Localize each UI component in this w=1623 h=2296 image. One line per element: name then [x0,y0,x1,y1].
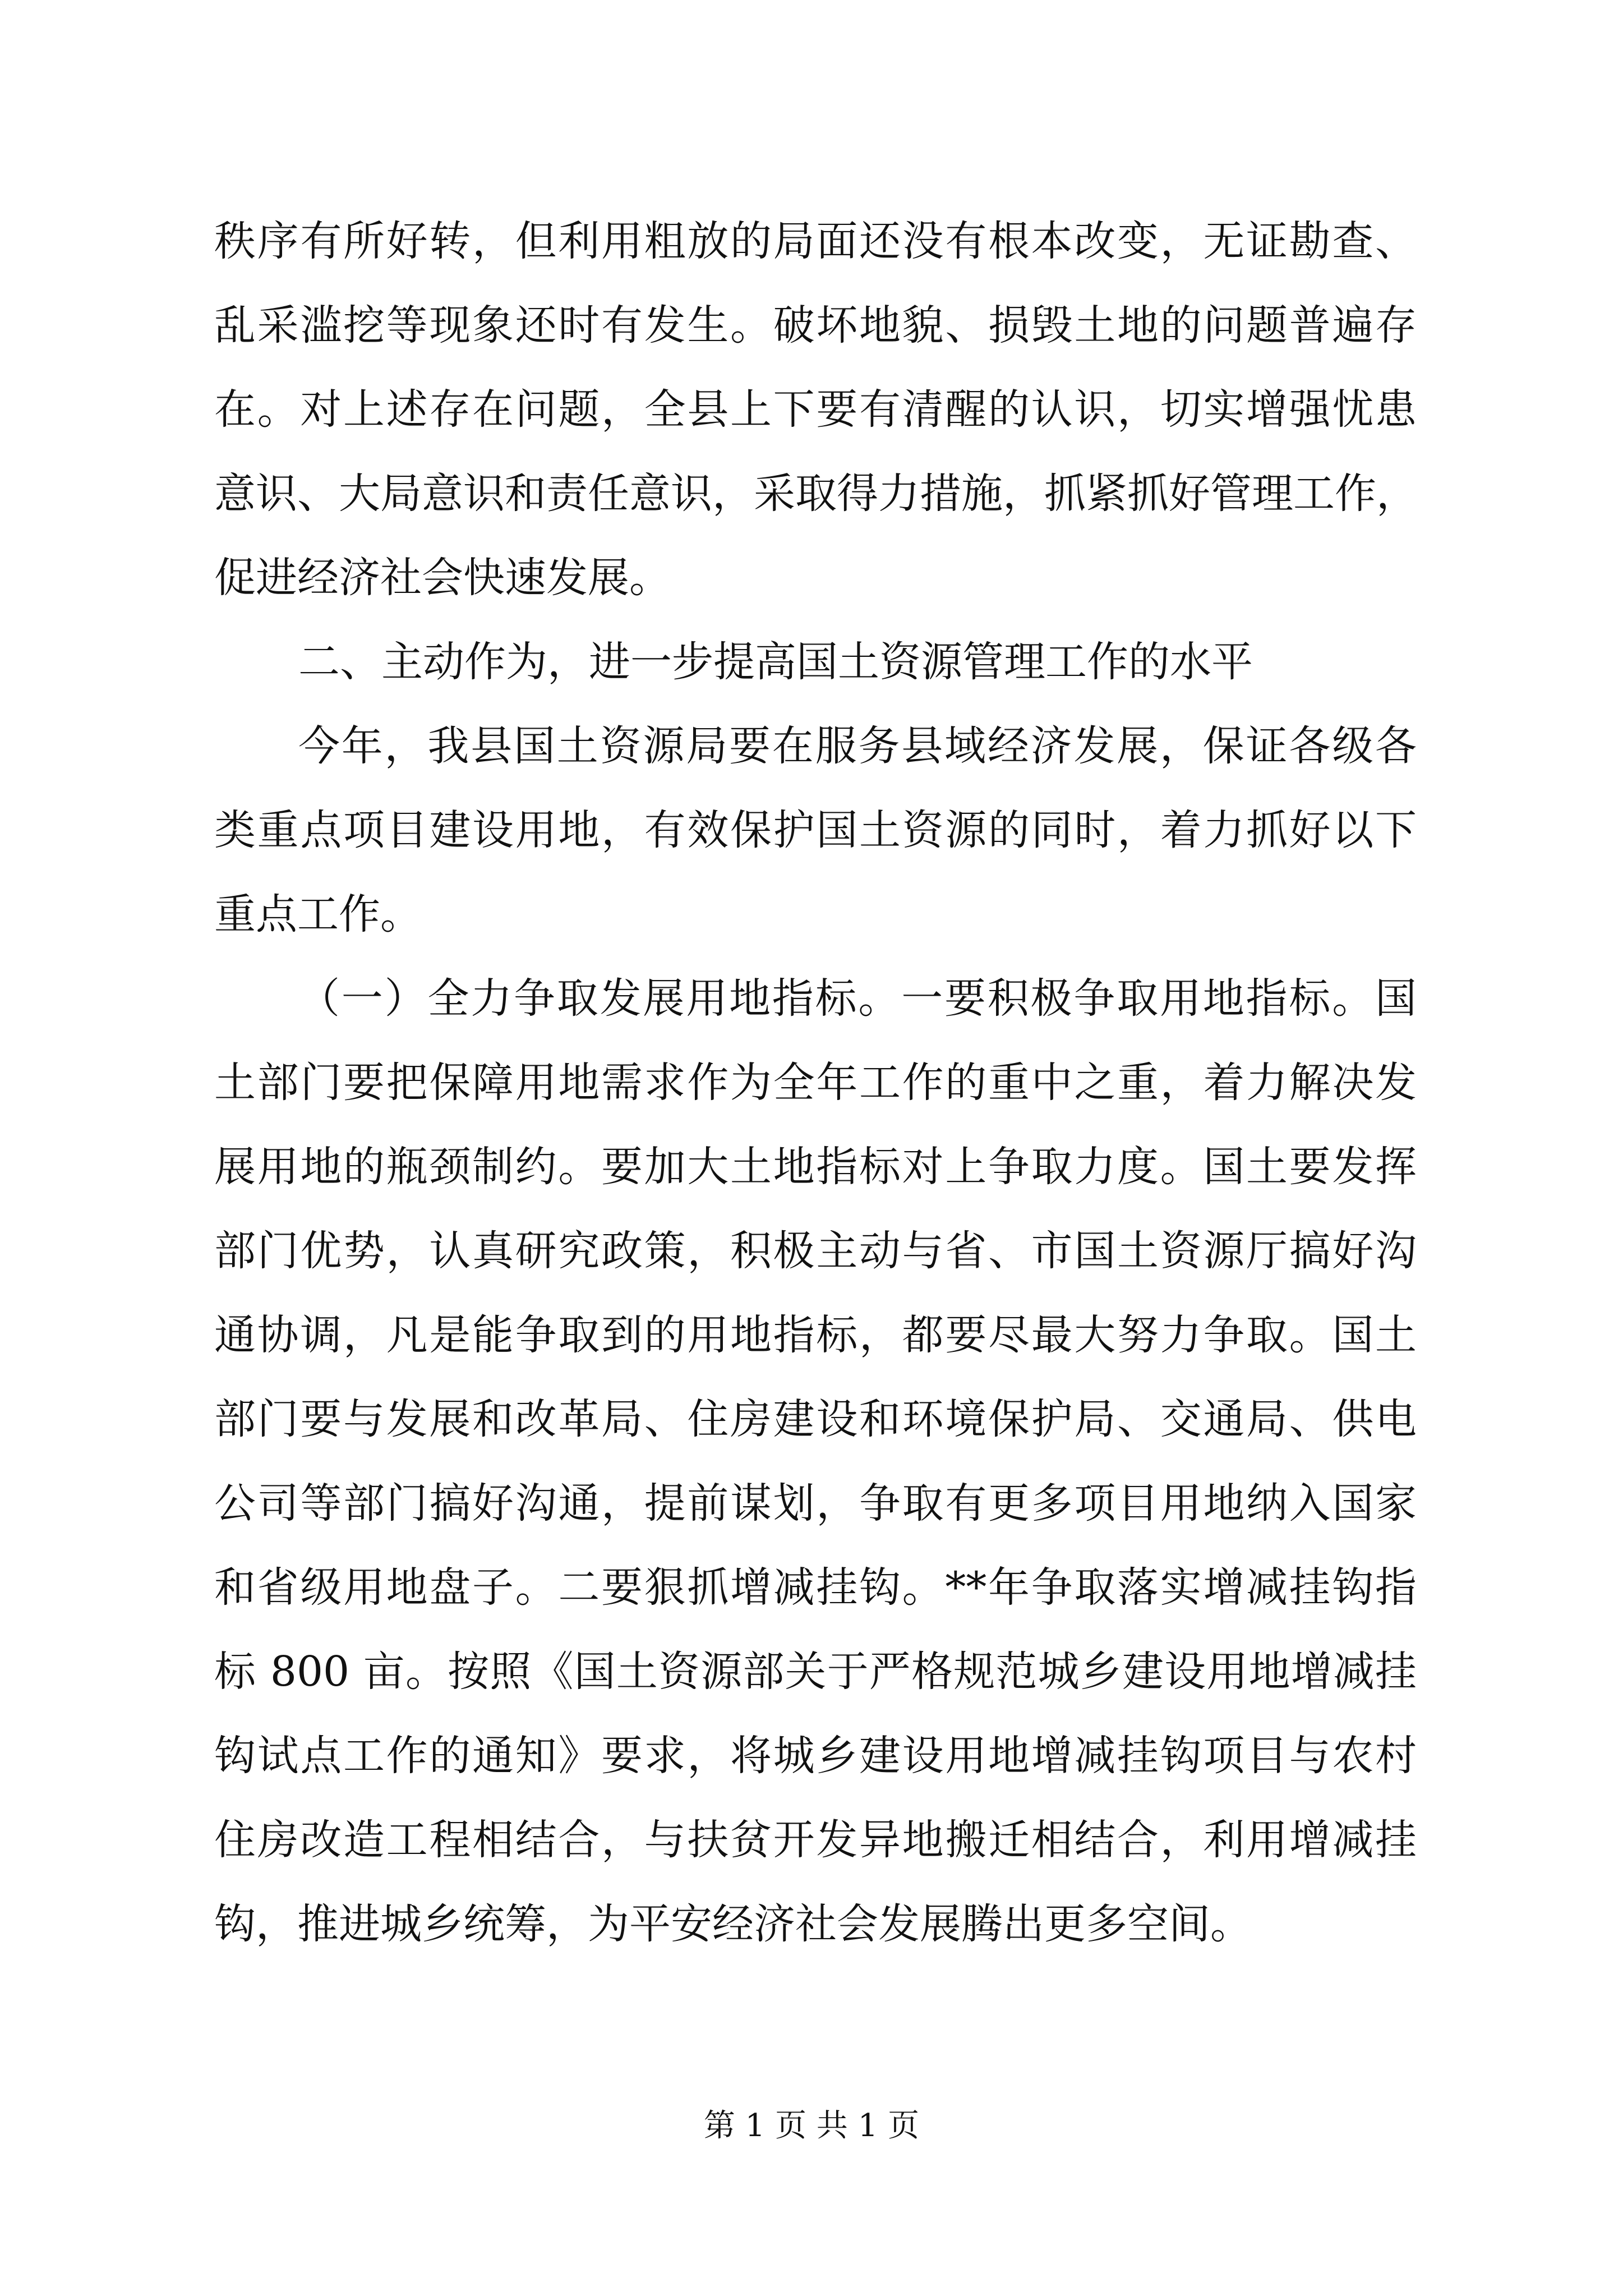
subsection-start: （一）全力争取发展用地指标。一要积极争取用地指标。国 [298,974,1417,1023]
text-line: 土部门要把保障用地需求作为全年工作的重中之重，着力解决发 [214,1059,1417,1107]
text-line: 钩试点工作的通知》要求，将城乡建设用地增减挂钩项目与农村 [214,1732,1417,1780]
text-line: 和省级用地盘子。二要狠抓增减挂钩。**年争取落实增减挂钩指 [214,1563,1417,1612]
page-number: 第 1 页 共 1 页 [703,2108,920,2144]
text-line: 今年，我县国土资源局要在服务县域经济发展，保证各级各 [298,722,1417,770]
section-heading: 二、主动作为，进一步提高国土资源管理工作的水平 [298,638,1253,686]
text-line: 重点工作。 [214,890,422,938]
text-line: 部门要与发展和改革局、住房建设和环境保护局、交通局、供电 [214,1395,1417,1443]
text-line: 在。对上述存在问题，全县上下要有清醒的认识，切实增强忧患 [214,385,1417,434]
text-line: 秩序有所好转，但利用粗放的局面还没有根本改变，无证勘查、 [214,217,1417,265]
text-line: 展用地的瓶颈制约。要加大土地指标对上争取力度。国土要发挥 [214,1143,1417,1191]
text-line: 通协调，凡是能争取到的用地指标，都要尽最大努力争取。国土 [214,1311,1417,1359]
text-line: 促进经济社会快速发展。 [214,554,671,602]
text-line: 标 800 亩。按照《国土资源部关于严格规范城乡建设用地增减挂 [214,1648,1417,1696]
text-line: 类重点项目建设用地，有效保护国土资源的同时，着力抓好以下 [214,806,1417,854]
text-line: 住房改造工程相结合，与扶贫开发异地搬迁相结合，利用增减挂 [214,1816,1417,1864]
text-line: 乱采滥挖等现象还时有发生。破坏地貌、损毁土地的问题普遍存 [214,301,1417,349]
text-line: 部门优势，认真研究政策，积极主动与省、市国土资源厅搞好沟 [214,1227,1417,1275]
text-line: 公司等部门搞好沟通，提前谋划，争取有更多项目用地纳入国家 [214,1479,1417,1527]
text-line: 钩，推进城乡统筹，为平安经济社会发展腾出更多空间。 [214,1900,1252,1948]
text-line: 意识、大局意识和责任意识，采取得力措施，抓紧抓好管理工作， [214,470,1418,518]
